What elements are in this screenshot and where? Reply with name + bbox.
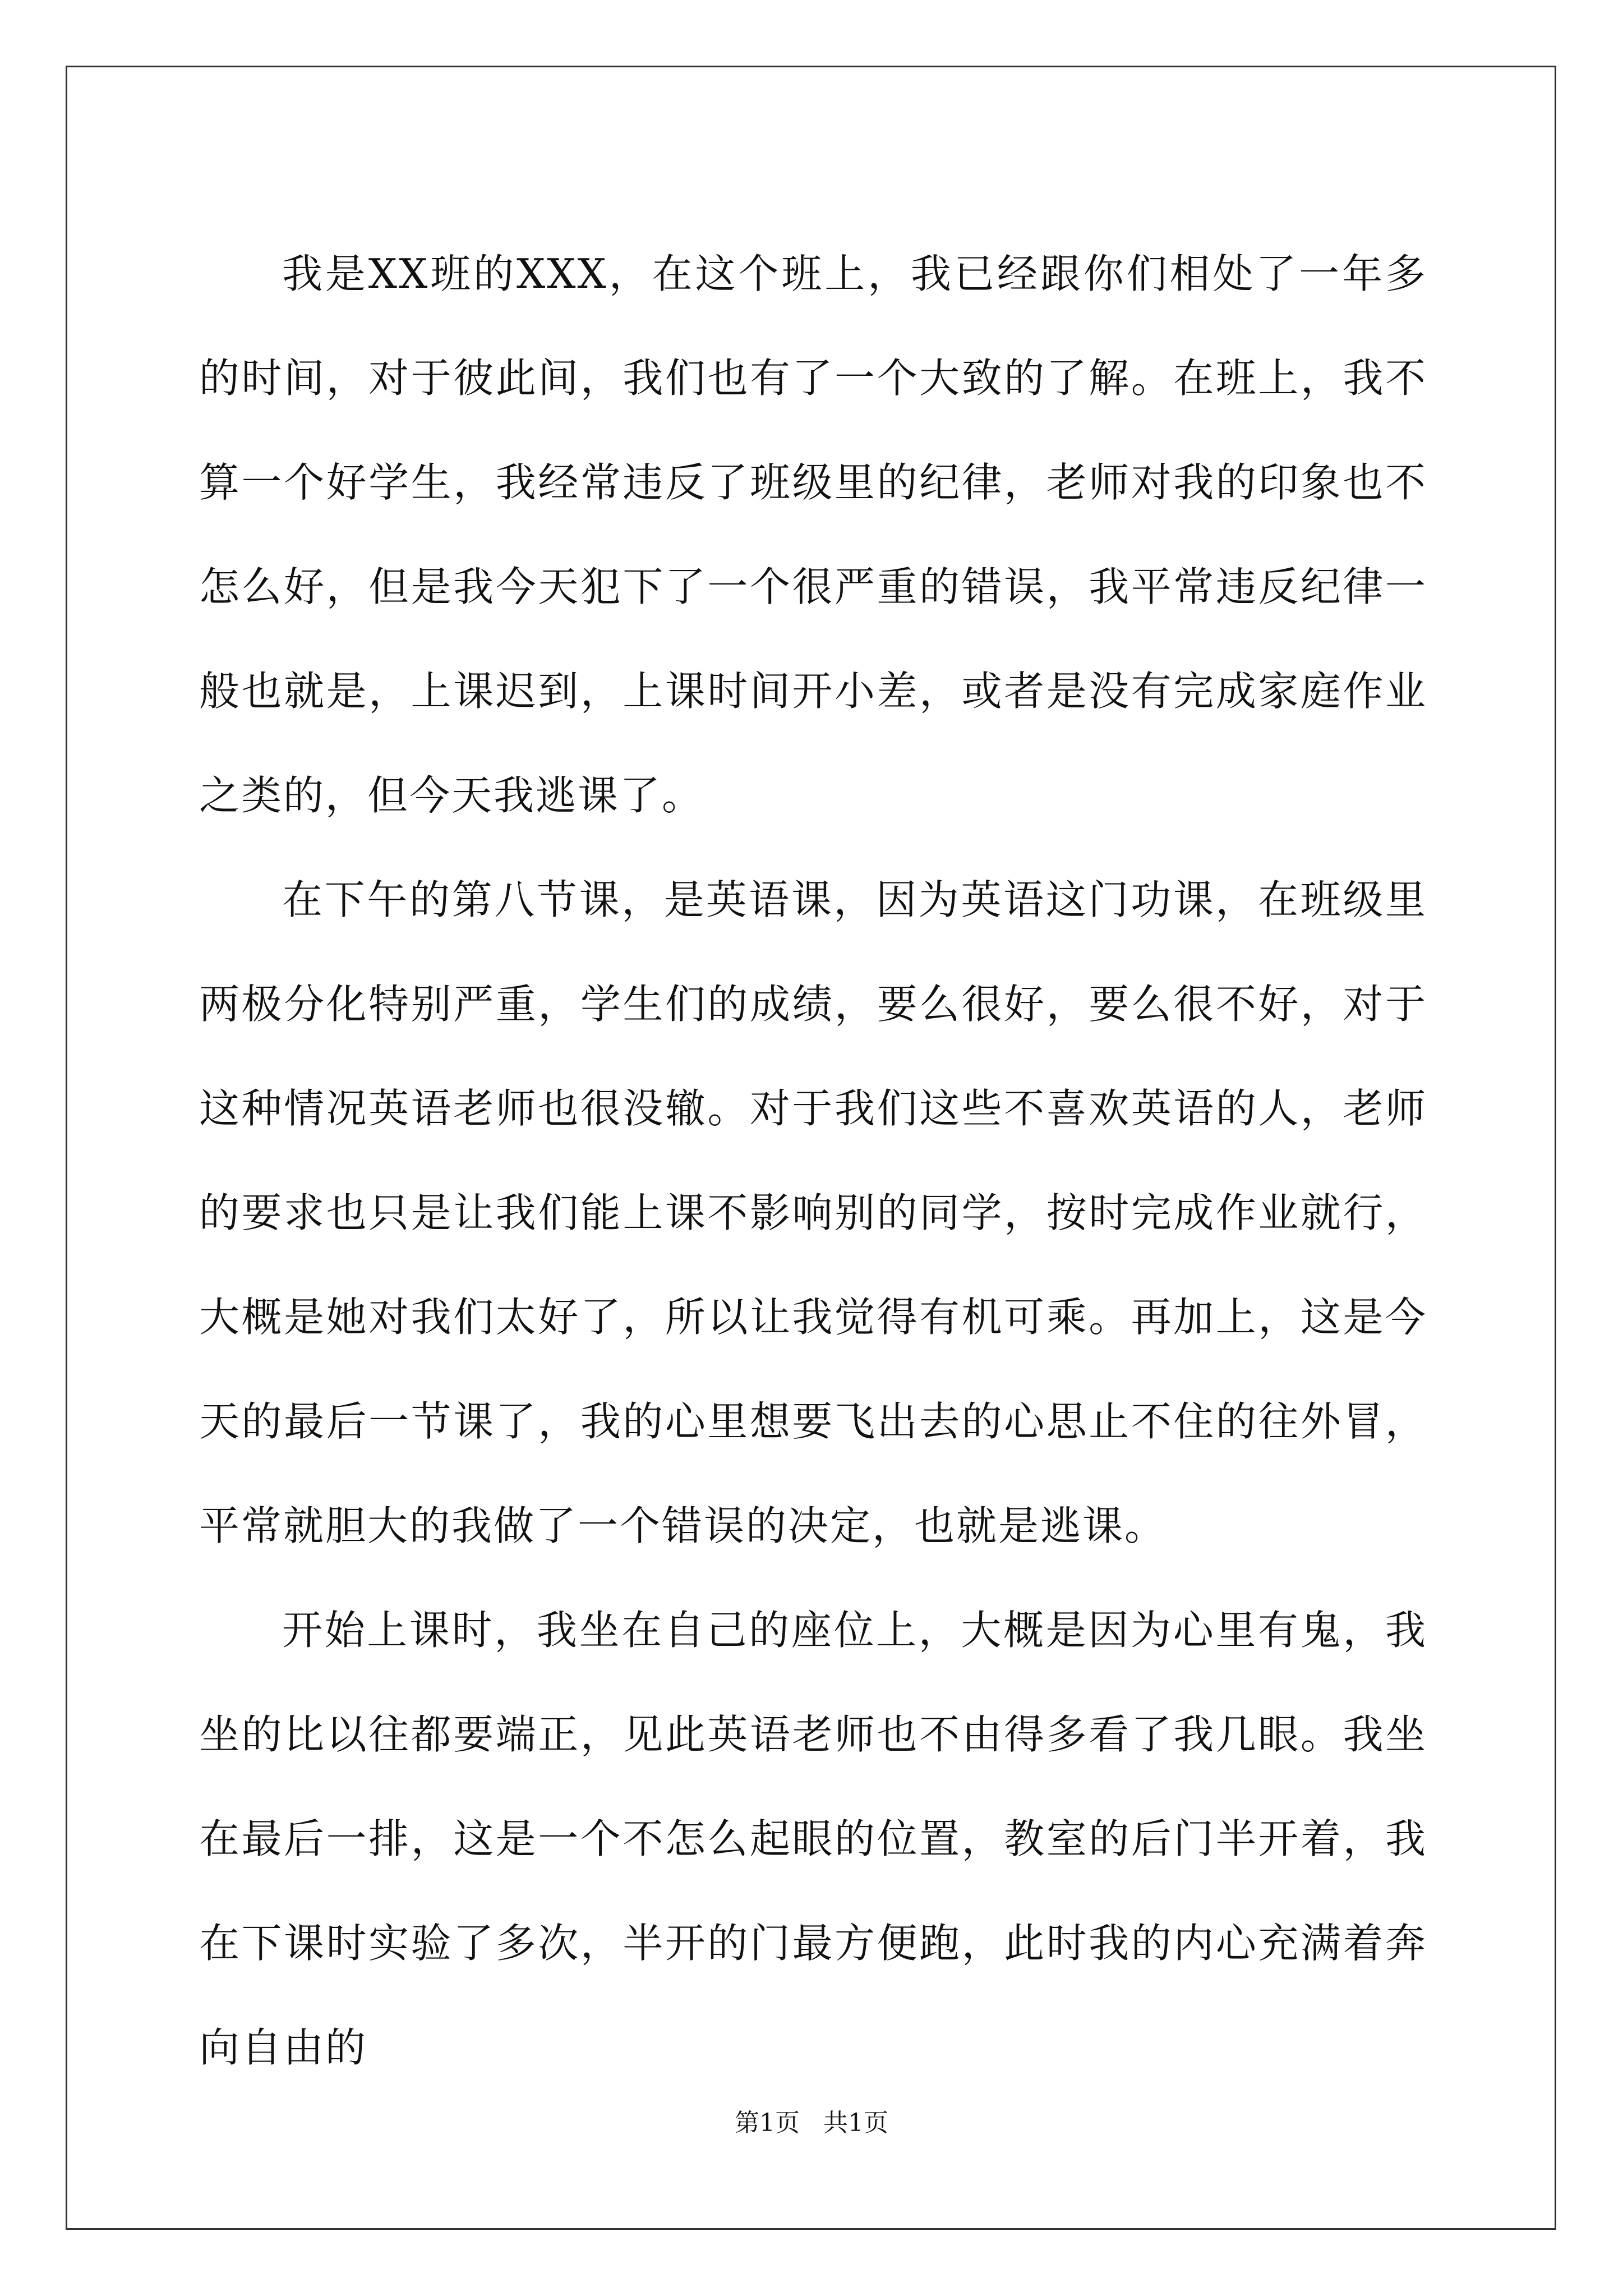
document-body <box>199 222 1427 2100</box>
page-number-footer: 第1页 共1页 <box>735 2109 888 2137</box>
paragraph: 开始上课时，我坐在自己的座位上，大概是因为心里有鬼，我坐的比以往都要端正，见此英语老师也不由得多看了我几眼。我坐在最后一排，这是一个不怎么起眼的位置，教室的后门半开着，我在下课时实验了多次，半开的门最方便跑，此时我的内心充满着奔向自由的 <box>199 1607 1427 2071</box>
paragraph: 在下午的第八节课，是英语课，因为英语这门功课，在班级里两极分化特别严重，学生们的成绩，要么很好，要么很不好，对于这种情况英语老师也很没辙。对于我们这些不喜欢英语的人，老师的要求也只是让我们能上课不影响别的同学，按时完成作业就行，大概是她对我们太好了，所以让我觉得有机可乘。再加上，这是今天的最后一节课了，我的心里想要飞出去的心思止不住的往外冒，平常就胆大的我做了一个错误的决定，也就是逃课。 <box>199 876 1427 1549</box>
paragraph: 我是XX班的XXX，在这个班上，我已经跟你们相处了一年多的时间，对于彼此间，我们也有了一个大致的了解。在班上，我不算一个好学生，我经常违反了班级里的纪律，老师对我的印象也不怎么好，但是我今天犯下了一个很严重的错误，我平常违反纪律一般也就是，上课迟到，上课时间开小差，或者是没有完成家庭作业之类的，但今天我逃课了。 <box>199 250 1427 819</box>
